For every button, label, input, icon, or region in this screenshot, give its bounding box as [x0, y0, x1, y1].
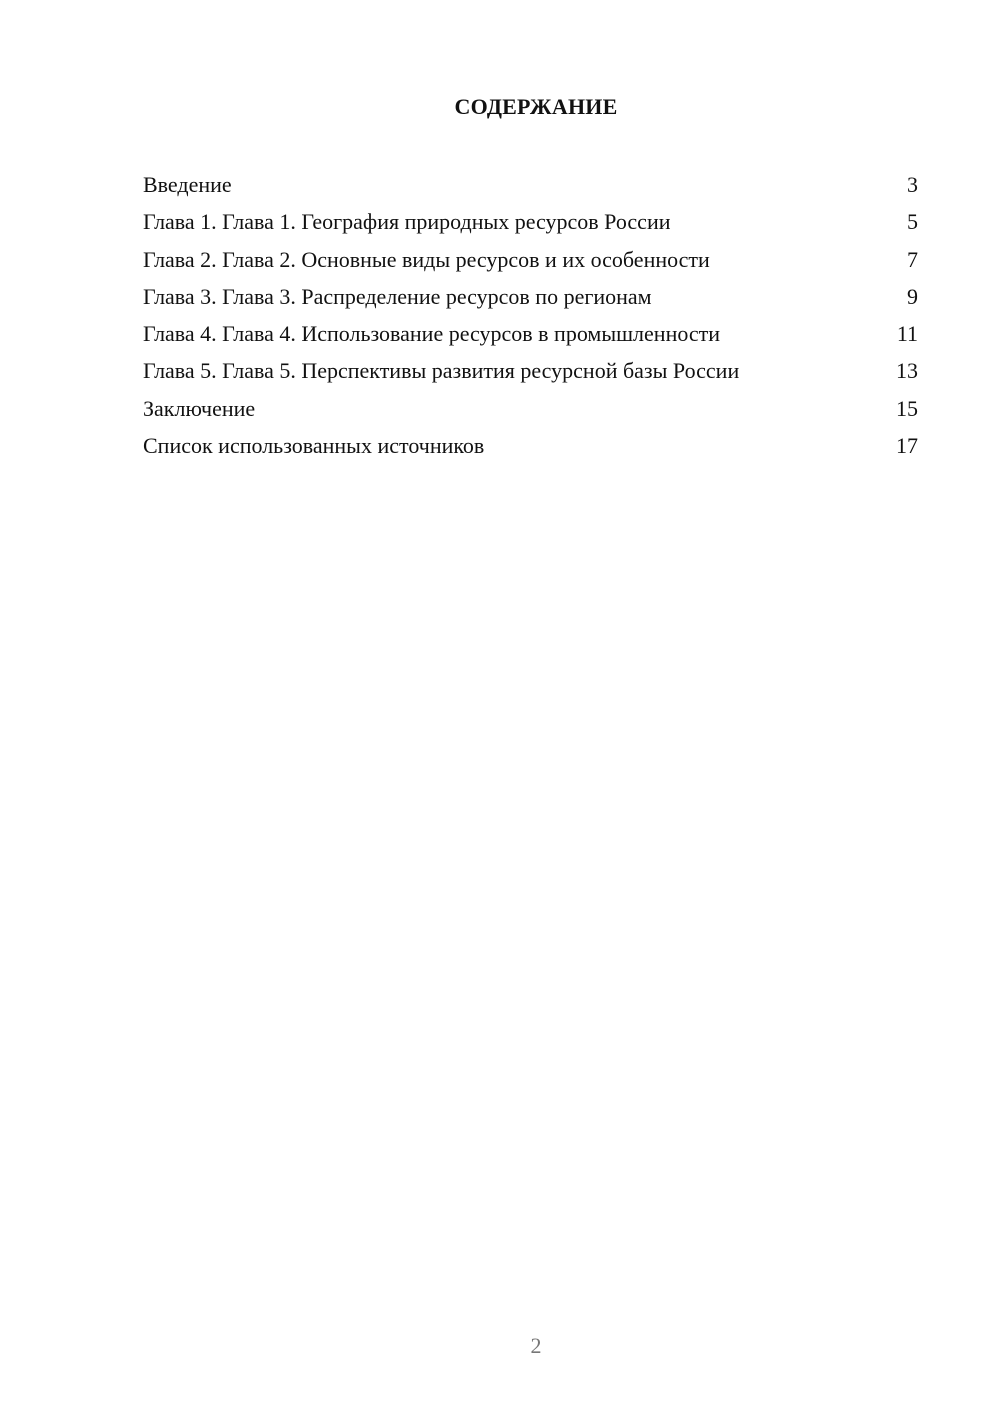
toc-entry-label: Глава 2. Глава 2. Основные виды ресурсов и их особенности [143, 246, 710, 272]
toc-entry-chapter-3 [143, 282, 918, 319]
toc-entry-label: Заключение [143, 395, 256, 421]
table-of-contents [143, 170, 918, 468]
toc-entry-chapter-2 [143, 245, 918, 282]
page-number: 2 [530, 1333, 542, 1358]
toc-entry-chapter-1 [143, 207, 918, 244]
toc-entry-conclusion [143, 394, 918, 431]
toc-entry-page-number: 9 [907, 283, 918, 309]
toc-entry-chapter-5 [143, 356, 918, 393]
toc-entry-page-number: 11 [896, 321, 918, 347]
toc-entry-page-number: 3 [907, 172, 918, 197]
toc-entry-label: Глава 5. Глава 5. Перспективы развития ресурсной базы России [143, 358, 740, 384]
toc-entry-page-number: 7 [907, 246, 918, 272]
toc-entry-introduction [143, 170, 918, 207]
toc-entry-label: Введение [143, 172, 232, 197]
toc-entry-label: Глава 1. Глава 1. География природных ресурсов России [143, 209, 671, 235]
toc-entry-label: Глава 4. Глава 4. Использование ресурсов в промышленности [143, 321, 721, 347]
toc-entry-page-number: 13 [896, 358, 918, 384]
toc-entry-label: Глава 3. Глава 3. Распределение ресурсов по регионам [143, 283, 652, 309]
toc-entry-chapter-4 [143, 319, 918, 356]
toc-entry-page-number: 17 [896, 433, 918, 459]
toc-heading: СОДЕРЖАНИЕ [454, 94, 618, 119]
toc-entry-label: Список использованных источников [143, 433, 485, 459]
toc-entry-references [143, 431, 918, 468]
toc-entry-page-number: 5 [907, 209, 918, 235]
toc-entry-page-number: 15 [896, 395, 918, 421]
